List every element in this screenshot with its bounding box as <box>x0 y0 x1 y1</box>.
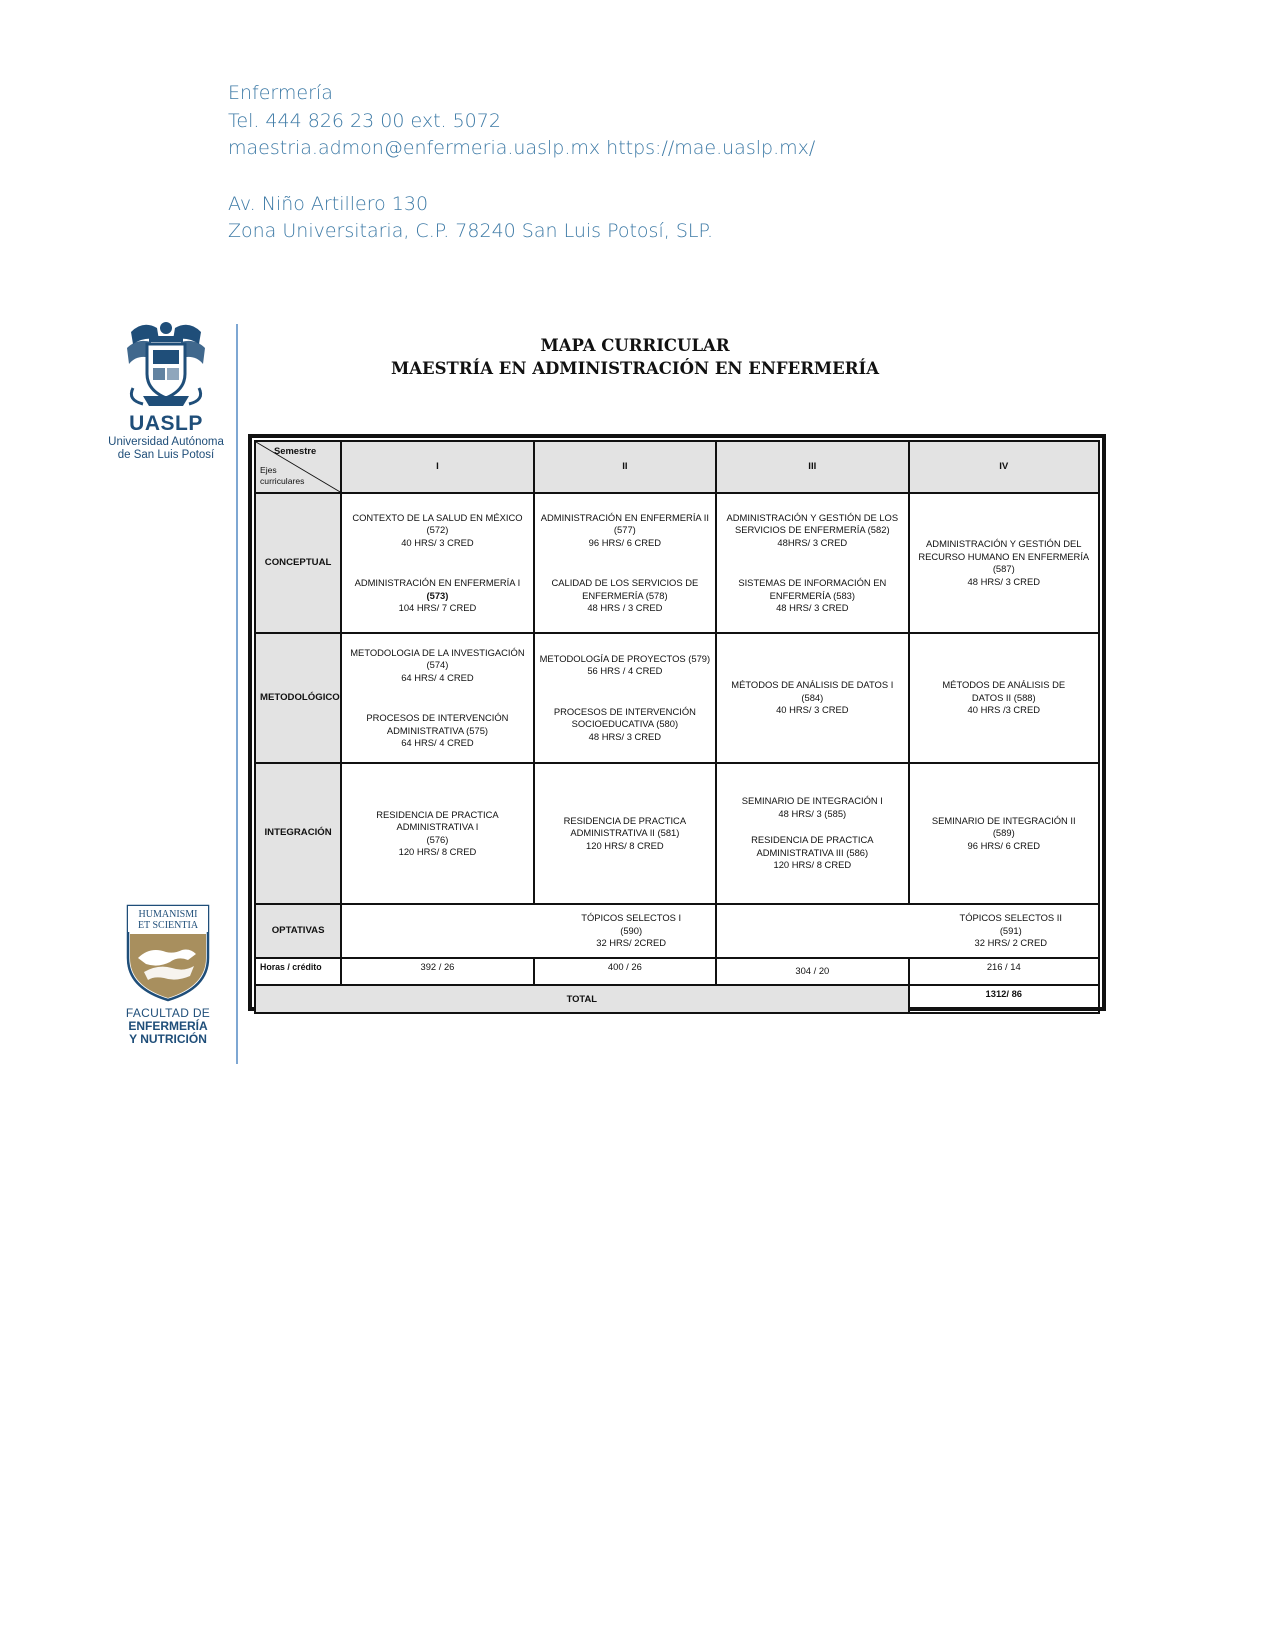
table-row-horas <box>255 958 1099 985</box>
axis-label-integracion: INTEGRACIÓN <box>255 763 341 904</box>
hands-shield-icon <box>124 902 212 1002</box>
uaslp-fullname-line2: de San Luis Potosí <box>117 449 215 461</box>
vertical-divider <box>236 324 238 1064</box>
cell-optativas-s1-s2 <box>341 904 716 958</box>
table-corner-cell <box>255 441 341 493</box>
cell-conceptual-s3 <box>716 493 908 633</box>
cell-conceptual-s4 <box>909 493 1099 633</box>
curriculum-table <box>248 434 1106 1011</box>
street-address: Av. Niño Artillero 130 <box>228 192 429 215</box>
contact-block <box>228 80 815 246</box>
cell-metodologico-s4 <box>909 633 1099 763</box>
course-591: TÓPICOS SELECTOS II (591) 32 HRS/ 2 CRED <box>959 912 1062 949</box>
hours-credits-s3: 304 / 20 <box>716 958 908 985</box>
cell-optativas-s3-s4 <box>716 904 1099 958</box>
semester-header-1: I <box>341 441 533 493</box>
university-shield-eagle-icon <box>123 318 209 410</box>
cell-metodologico-s2 <box>534 633 716 763</box>
cell-conceptual-s2 <box>534 493 716 633</box>
course-582: ADMINISTRACIÓN Y GESTIÓN DE LOS SERVICIOS DE ENFERMERÍA (582) 48HRS/ 3 CRED <box>726 511 899 548</box>
motto-line2: ET SCIENTIA <box>137 920 199 931</box>
axis-label-conceptual: CONCEPTUAL <box>255 493 341 633</box>
course-578: CALIDAD DE LOS SERVICIOS DE ENFERMERÍA (578) 48 HRS / 3 CRED <box>551 577 699 613</box>
semester-header-2: II <box>534 441 716 493</box>
phone-number: Tel. 444 826 23 00 ext. 5072 <box>228 109 501 132</box>
table-row-conceptual <box>255 493 1099 633</box>
course-588: MÉTODOS DE ANÁLISIS DE DATOS II (588) 40 HRS /3 CRED <box>942 679 1066 716</box>
cell-integracion-s2 <box>534 763 716 904</box>
total-label: TOTAL <box>255 985 909 1013</box>
department-name: Enfermería <box>228 82 333 104</box>
course-583: SISTEMAS DE INFORMACIÓN EN ENFERMERÍA (583) 48 HRS/ 3 CRED <box>738 577 887 613</box>
course-574: METODOLOGIA DE LA INVESTIGACIÓN (574) 64 HRS/ 4 CRED <box>350 646 525 683</box>
table-row-total <box>255 985 1099 1013</box>
course-577: ADMINISTRACIÓN EN ENFERMERÍA II (577) 96 HRS/ 6 CRED <box>540 511 709 548</box>
course-576: RESIDENCIA DE PRACTICA ADMINISTRATIVA I (576) 120 HRS/ 8 CRED <box>376 808 499 857</box>
cell-metodologico-s1 <box>341 633 533 763</box>
fen-logo <box>110 902 226 1046</box>
course-584: MÉTODOS DE ANÁLISIS DE DATOS I (584) 40 HRS/ 3 CRED <box>731 679 894 716</box>
table-row-integracion <box>255 763 1099 904</box>
hours-credits-s4: 216 / 14 <box>909 958 1099 985</box>
uaslp-acronym: UASLP <box>129 412 203 435</box>
axis-label-horas: Horas / crédito <box>255 958 341 985</box>
table-header-row <box>255 441 1099 493</box>
course-589: SEMINARIO DE INTEGRACIÓN II (589) 96 HRS/ 6 CRED <box>931 814 1076 851</box>
total-value: 1312/ 86 <box>909 985 1099 1013</box>
fen-line1: FACULTAD DE <box>125 1006 211 1020</box>
cell-integracion-s4 <box>909 763 1099 904</box>
cell-integracion-s1 <box>341 763 533 904</box>
semester-header-4: IV <box>909 441 1099 493</box>
axis-label-metodologico: METODOLÓGICO <box>255 633 341 763</box>
axis-label-optativas: OPTATIVAS <box>255 904 341 958</box>
course-575: PROCESOS DE INTERVENCIÓN ADMINISTRATIVA (575) 64 HRS/ 4 CRED <box>366 712 509 748</box>
cell-metodologico-s3 <box>716 633 908 763</box>
course-579: METODOLOGÍA DE PROYECTOS (579) 56 HRS / 4 CRED <box>539 652 711 677</box>
course-586: RESIDENCIA DE PRACTICA ADMINISTRATIVA III (586) 120 HRS/ 8 CRED <box>751 834 874 871</box>
hours-credits-s2: 400 / 26 <box>534 958 716 985</box>
fen-line3: Y NUTRICIÓN <box>129 1032 207 1046</box>
title-line2: MAESTRÍA EN ADMINISTRACIÓN EN ENFERMERÍA <box>390 359 879 378</box>
course-581: RESIDENCIA DE PRACTICA ADMINISTRATIVA II (581) 120 HRS/ 8 CRED <box>563 814 687 851</box>
course-580: PROCESOS DE INTERVENCIÓN SOCIOEDUCATIVA (580) 48 HRS/ 3 CRED <box>553 705 696 742</box>
corner-ejes-label: Ejes curriculares <box>260 465 305 486</box>
fen-line2: ENFERMERÍA <box>128 1019 208 1033</box>
city-address: Zona Universitaria, C.P. 78240 San Luis Potosí, SLP. <box>228 220 714 242</box>
table-row-optativas <box>255 904 1099 958</box>
motto-line1: HUMANISMI <box>138 909 198 920</box>
corner-semestre-label: Semestre <box>273 445 317 456</box>
course-590: TÓPICOS SELECTOS I (590) 32 HRS/ 2CRED <box>581 912 682 949</box>
table-row-metodologico <box>255 633 1099 763</box>
uaslp-fullname-line1: Universidad Autónoma <box>108 436 224 448</box>
cell-conceptual-s1 <box>341 493 533 633</box>
uaslp-logo <box>98 318 234 462</box>
semester-header-3: III <box>716 441 908 493</box>
course-585: SEMINARIO DE INTEGRACIÓN I 48 HRS/ 3 (585) <box>741 795 883 819</box>
course-572: CONTEXTO DE LA SALUD EN MÉXICO (572) 40 HRS/ 3 CRED <box>352 511 523 548</box>
document-title <box>340 334 930 380</box>
course-573: ADMINISTRACIÓN EN ENFERMERÍA I (573) 104 HRS/ 7 CRED <box>354 577 521 613</box>
title-line1: MAPA CURRICULAR <box>540 336 730 355</box>
course-587: ADMINISTRACIÓN Y GESTIÓN DEL RECURSO HUMANO EN ENFERMERÍA (587) 48 HRS/ 3 CRED <box>918 538 1090 587</box>
hours-credits-s1: 392 / 26 <box>341 958 533 985</box>
cell-integracion-s3 <box>716 763 908 904</box>
email-and-website: maestria.admon@enfermeria.uaslp.mx https://mae.uaslp.mx/ <box>228 137 816 159</box>
